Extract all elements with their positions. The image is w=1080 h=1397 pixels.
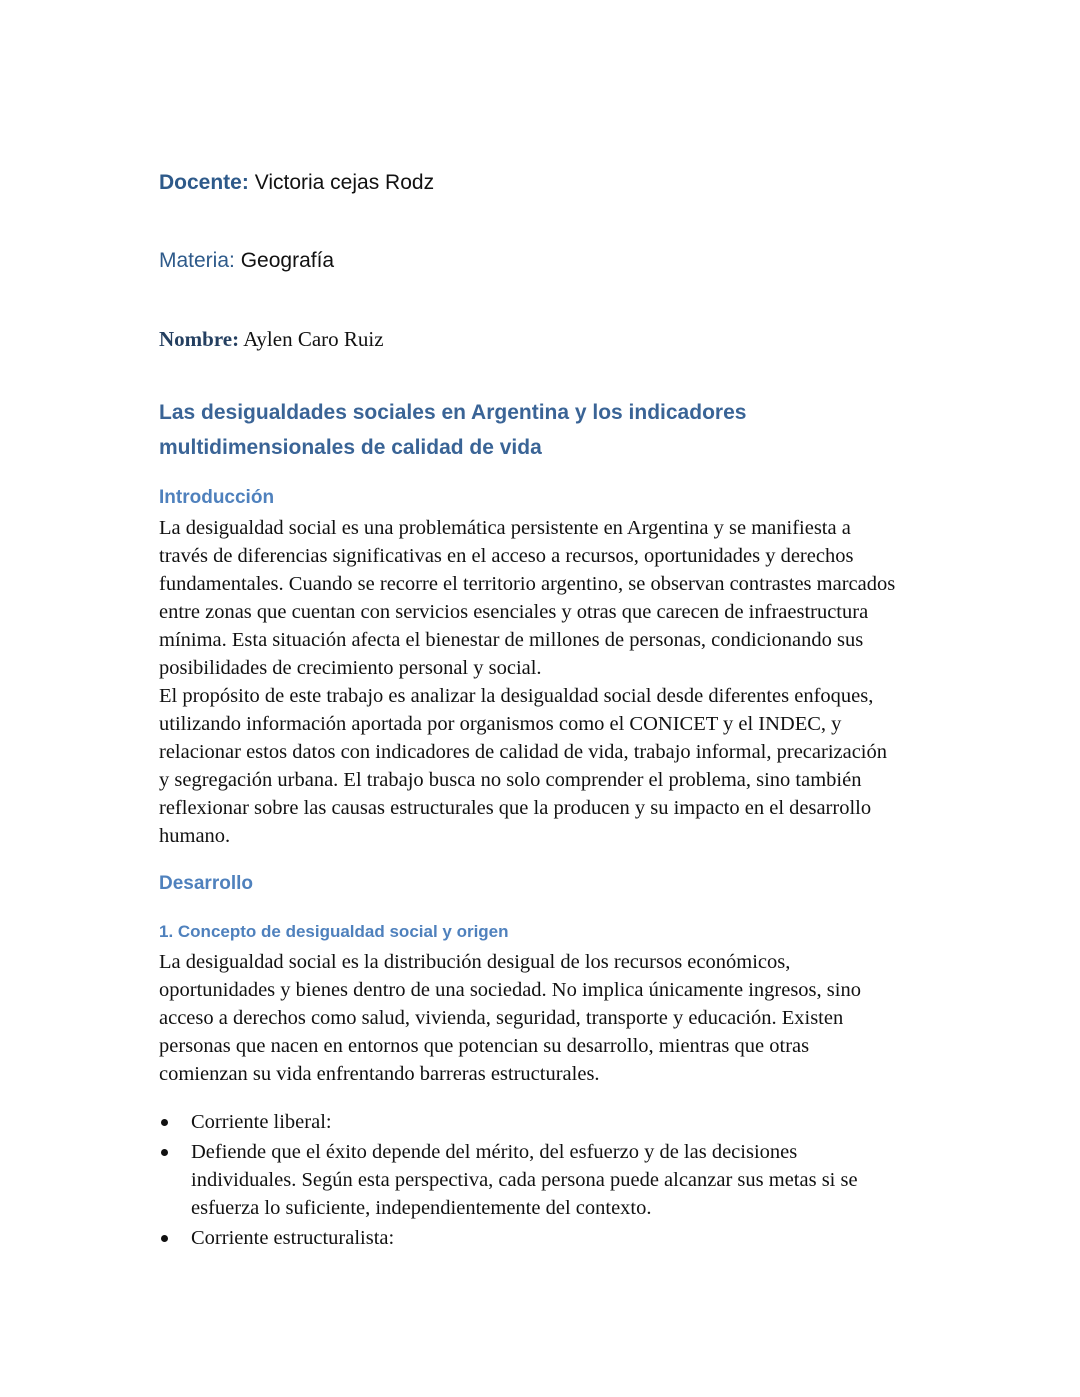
concepto-paragraph <box>159 948 861 1088</box>
concepto-subheading: 1. Concepto de desigualdad social y origen <box>159 922 509 941</box>
text-line: humano. <box>159 825 231 847</box>
nombre-label: Nombre: <box>159 327 240 351</box>
text-line: mínima. Esta situación afecta el bienestar de millones de personas, condicionando sus <box>159 629 864 651</box>
list-item-text: individuales. Según esta perspectiva, cada persona puede alcanzar sus metas si se <box>191 1169 858 1191</box>
nombre-value: Aylen Caro Ruiz <box>243 327 384 351</box>
docente-value: Victoria cejas Rodz <box>254 171 435 194</box>
desarrollo-heading: Desarrollo <box>159 873 253 894</box>
list-item <box>159 1108 858 1136</box>
title-line: multidimensionales de calidad de vida <box>159 436 542 459</box>
text-line: través de diferencias significativas en el acceso a recursos, oportunidades y derechos <box>159 545 854 567</box>
list-item <box>159 1224 858 1252</box>
text-line: La desigualdad social es la distribución desigual de los recursos económicos, <box>159 951 791 973</box>
introduccion-paragraph <box>159 514 895 850</box>
text-line: entre zonas que cuentan con servicios esenciales y otras que carecen de infraestructura <box>159 601 869 623</box>
text-line: La desigualdad social es una problemática persistente en Argentina y se manifiesta a <box>159 517 851 539</box>
text-line: y segregación urbana. El trabajo busca no solo comprender el problema, sino también <box>159 769 862 791</box>
docente-line <box>159 171 434 195</box>
text-line: utilizando información aportada por organismos como el CONICET y el INDEC, y <box>159 713 842 735</box>
text-line: posibilidades de crecimiento personal y social. <box>159 657 542 679</box>
text-line: comienzan su vida enfrentando barreras estructurales. <box>159 1063 600 1085</box>
text-line: El propósito de este trabajo es analizar la desigualdad social desde diferentes enfoques, <box>159 685 874 707</box>
list-item-text: esfuerza lo suficiente, independientemente del contexto. <box>191 1197 652 1219</box>
text-line: acceso a derechos como salud, vivienda, seguridad, transporte y educación. Existen <box>159 1007 844 1029</box>
bullet-icon <box>161 1235 168 1242</box>
nombre-line <box>159 327 384 352</box>
text-line: oportunidades y bienes dentro de una sociedad. No implica únicamente ingresos, sino <box>159 979 861 1001</box>
title-line: Las desigualdades sociales en Argentina y los indicadores <box>159 401 747 424</box>
list-item-text: Corriente liberal: <box>191 1111 332 1133</box>
text-line: personas que nacen en entornos que potencian su desarrollo, mientras que otras <box>159 1035 810 1057</box>
list-item-text: Defiende que el éxito depende del mérito, del esfuerzo y de las decisiones <box>191 1141 798 1163</box>
bullet-icon <box>161 1119 168 1126</box>
text-line: fundamentales. Cuando se recorre el territorio argentino, se observan contrastes marcados <box>159 573 896 595</box>
text-line: relacionar estos datos con indicadores de calidad de vida, trabajo informal, precarización <box>159 741 888 763</box>
docente-label: Docente: <box>159 171 249 194</box>
document-title <box>159 395 746 465</box>
list-item-text: Corriente estructuralista: <box>191 1227 395 1249</box>
text-line: reflexionar sobre las causas estructurales que la producen y su impacto en el desarrollo <box>159 797 872 819</box>
bullet-icon <box>161 1149 168 1156</box>
materia-label: Materia: <box>159 249 235 272</box>
introduccion-heading: Introducción <box>159 487 275 508</box>
materia-line <box>159 249 334 273</box>
materia-value: Geografía <box>240 249 335 272</box>
list-item <box>159 1138 858 1222</box>
corrientes-list <box>159 1108 858 1254</box>
